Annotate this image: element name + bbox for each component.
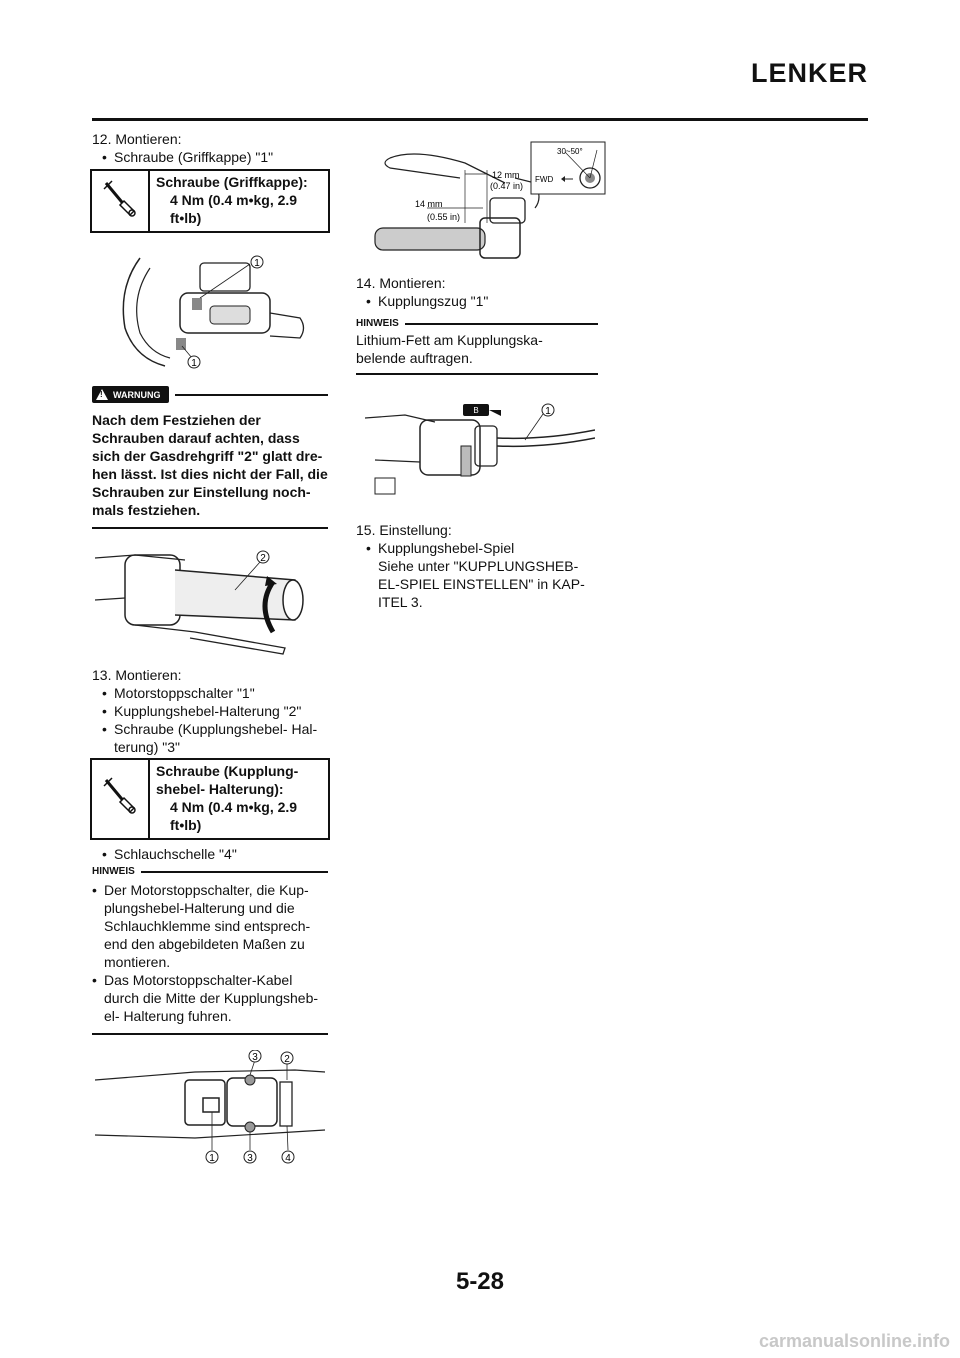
page-number: 5-28 [455, 1268, 505, 1295]
step-14-title: 14. Montieren: [356, 275, 446, 291]
warning-line: sich der Gasdrehgriff "2" glatt dre- [92, 448, 323, 464]
step-13-bullet-1: • Motorstoppschalter "1" [102, 684, 332, 702]
note-13-head: HINWEIS [92, 866, 135, 877]
fig4-dim2-in: (0.55 in) [427, 212, 461, 222]
fig3-callout-3a: 3 [252, 1052, 258, 1063]
spec-12-value-2: ft•lb) [170, 210, 202, 226]
spec-13-name-2: shebel- Halterung): [156, 781, 284, 797]
warning-block [92, 386, 328, 529]
torque-wrench-icon [92, 760, 150, 838]
fig3-callout-3b: 3 [247, 1153, 253, 1164]
note-13-rule [92, 1033, 328, 1035]
spec-12-name: Schraube (Griffkappe): [156, 174, 308, 190]
step-15-line-3: ITEL 3. [378, 594, 423, 610]
step-15-line-1: Siehe unter "KUPPLUNGSHEB- [378, 558, 579, 574]
note-13-line: • Der Motorstoppschalter, die Kup- [92, 881, 328, 899]
step-13-title: 13. Montieren: [92, 667, 182, 683]
figure-clutch-cable [365, 400, 595, 500]
fig1-callout-a: 1 [254, 258, 260, 269]
step-12-title: 12. Montieren: [92, 131, 182, 147]
spec-13-value-1: 4 Nm (0.4 m•kg, 2.9 [170, 799, 298, 815]
figure-throttle-grip [95, 540, 315, 655]
fig5-callout: 1 [545, 406, 551, 417]
fig3-callout-1: 1 [209, 1153, 215, 1164]
fig4-dim1-in: (0.47 in) [490, 181, 524, 191]
note-block-13 [92, 866, 328, 1035]
header-rule [92, 118, 868, 121]
fig4-dim1: 12 mm [492, 170, 520, 180]
warning-text [92, 411, 328, 519]
note-13-line: el- Halterung fuhren. [104, 1008, 232, 1024]
spec-13-value-2: ft•lb) [170, 817, 202, 833]
warning-line: hen lässt. Ist dies nicht der Fall, die [92, 466, 328, 482]
step-13-bullet-4-text: • Schlauchschelle "4" [102, 845, 237, 863]
note-13-line: • Das Motorstoppschalter-Kabel [92, 971, 328, 989]
fig4-dim2: 14 mm [415, 199, 443, 209]
fig3-callout-4: 4 [285, 1153, 291, 1164]
fig3-callout-2: 2 [284, 1054, 290, 1065]
note-13-line: durch die Mitte der Kupplungsheb- [104, 990, 319, 1006]
warning-line: Schrauben darauf achten, dass [92, 430, 300, 446]
fig4-fwd: FWD [535, 175, 554, 184]
warning-line: Schrauben zur Einstellung noch- [92, 484, 311, 500]
note-13-line: end den abgebildeten Maßen zu [104, 936, 305, 952]
warning-badge [92, 386, 169, 403]
note-13-line: plungshebel-Halterung und die [104, 900, 295, 916]
fig1-callout-b: 1 [191, 358, 197, 369]
page-title: LENKER [750, 58, 868, 88]
note-block-14 [356, 318, 598, 375]
note-14-line-2: belende auftragen. [356, 350, 473, 366]
warning-line: Nach dem Festziehen der [92, 412, 261, 428]
step-13-bullet-3-cont: terung) "3" [114, 739, 180, 755]
fig5-badge: B [473, 406, 479, 415]
step-12-bullet: • Schraube (Griffkappe) "1" [102, 148, 332, 166]
step-13-bullet-3: • Schraube (Kupplungshebel- Hal- [102, 720, 332, 738]
watermark: carmanualsonline.info [758, 1331, 950, 1351]
figure-lever-dimensions [365, 138, 610, 263]
torque-wrench-icon [92, 171, 150, 231]
step-13-bullet-4 [102, 845, 237, 863]
note-14-head: HINWEIS [356, 318, 399, 329]
spec-13-name-1: Schraube (Kupplung- [156, 763, 299, 779]
figure-grip-cap [110, 248, 310, 373]
spec-box-grip-cap-screw [90, 169, 330, 233]
step-15-title: 15. Einstellung: [356, 522, 452, 538]
note-14-line-1: Lithium-Fett am Kupplungska- [356, 332, 543, 348]
spec-box-clutch-holder-screw [90, 758, 330, 840]
step-14 [356, 274, 606, 310]
warning-line: mals festziehen. [92, 502, 201, 518]
step-15 [356, 521, 606, 611]
fig4-angle: 30~50° [557, 147, 583, 156]
step-13 [92, 666, 332, 756]
note-14-rule [356, 373, 598, 375]
spec-12-value-1: 4 Nm (0.4 m•kg, 2.9 [170, 192, 298, 208]
warning-badge-label: WARNUNG [113, 389, 161, 400]
step-15-bullet: • Kupplungshebel-Spiel [366, 539, 606, 557]
step-14-bullet: • Kupplungszug "1" [366, 292, 606, 310]
figure-switch-holder [95, 1050, 330, 1170]
warning-rule [92, 527, 328, 529]
warning-triangle-icon [96, 389, 108, 400]
fig2-callout: 2 [260, 553, 266, 564]
note-13-line: Schlauchklemme sind entsprech- [104, 918, 311, 934]
note-13-line: montieren. [104, 954, 171, 970]
step-15-line-2: EL-SPIEL EINSTELLEN" in KAP- [378, 576, 585, 592]
step-13-bullet-2: • Kupplungshebel-Halterung "2" [102, 702, 332, 720]
step-12 [92, 130, 332, 166]
